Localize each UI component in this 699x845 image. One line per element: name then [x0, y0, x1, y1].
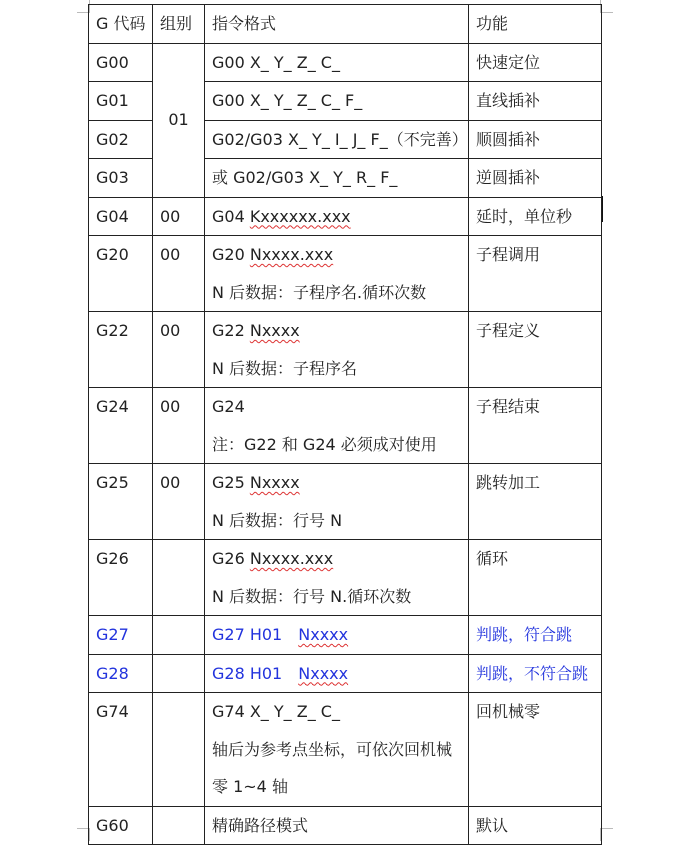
format-param: Nxxxx [249, 473, 300, 492]
group-cell: 00 [153, 464, 205, 540]
function-cell: 跳转加工 [469, 464, 602, 540]
format-cell [205, 616, 469, 655]
code-cell: G24 [89, 388, 153, 464]
table-row [89, 43, 602, 82]
format-text: G22 [212, 321, 250, 340]
function-cell: 判跳，不符合跳 [469, 654, 602, 693]
format-note: 轴后为参考点坐标，可依次回机械 [212, 739, 453, 759]
code-cell: G04 [89, 197, 153, 236]
function-cell: 逆圆插补 [469, 159, 602, 198]
format-cell [205, 312, 469, 388]
code-cell: G03 [89, 159, 153, 198]
format-text: G25 [212, 473, 250, 492]
group-cell [153, 806, 205, 845]
code-cell: G27 [89, 616, 153, 655]
group-cell [153, 540, 205, 616]
format-line [212, 312, 468, 350]
code-cell: G20 [89, 236, 153, 312]
code-cell: G25 [89, 464, 153, 540]
format-text: G20 [212, 245, 250, 264]
header-code: G 代码 [89, 5, 153, 44]
table-row [89, 312, 602, 388]
g-code-table [88, 4, 602, 845]
group-cell: 00 [153, 388, 205, 464]
format-line: G74 X_ Y_ Z_ C_ [212, 702, 340, 721]
format-text: G04 [212, 206, 250, 226]
format-note: N 后数据：子程序名 [212, 358, 358, 378]
format-line [212, 236, 468, 274]
format-cell: G02/G03 X_ Y_ I_ J_ F_（不完善） [205, 120, 469, 159]
format-cell [205, 236, 469, 312]
table-row [89, 806, 602, 845]
format-text: G26 [212, 549, 250, 568]
function-cell: 默认 [469, 806, 602, 845]
table-row [89, 693, 602, 807]
group-cell: 00 [153, 197, 205, 236]
code-cell: G74 [89, 693, 153, 807]
group-cell: 00 [153, 236, 205, 312]
format-param: Kxxxxxx.xxx [249, 206, 351, 226]
format-param: Nxxxx [298, 663, 349, 683]
group-cell [153, 616, 205, 655]
format-note: 注：G22 和 G24 必须成对使用 [212, 434, 437, 454]
code-cell: G28 [89, 654, 153, 693]
function-cell: 子程调用 [469, 236, 602, 312]
format-note: N 后数据：子程序名.循环次数 [212, 282, 427, 302]
format-cell: G00 X_ Y_ Z_ C_ [205, 43, 469, 82]
format-cell [205, 388, 469, 464]
table-row [89, 464, 602, 540]
function-cell: 判跳，符合跳 [469, 616, 602, 655]
function-cell: 延时，单位秒 [469, 197, 602, 236]
format-text: G27 H01 [212, 625, 299, 644]
table-row [89, 236, 602, 312]
format-cell: 或 G02/G03 X_ Y_ R_ F_ [205, 159, 469, 198]
table-row [89, 197, 602, 236]
format-line [212, 540, 468, 578]
format-cell [205, 654, 469, 693]
code-cell: G00 [89, 43, 153, 82]
format-note: N 后数据：行号 N.循环次数 [212, 586, 412, 606]
group-cell-01: 01 [153, 43, 205, 197]
group-cell [153, 654, 205, 693]
function-cell: 回机械零 [469, 693, 602, 807]
header-format: 指令格式 [205, 5, 469, 44]
format-cell: G00 X_ Y_ Z_ C_ F_ [205, 82, 469, 121]
format-param: Nxxxx.xxx [249, 549, 334, 568]
code-cell: G22 [89, 312, 153, 388]
table-row [89, 654, 602, 693]
header-function: 功能 [469, 5, 602, 44]
function-cell: 子程定义 [469, 312, 602, 388]
format-note: N 后数据：行号 N [212, 510, 343, 530]
table-row [89, 616, 602, 655]
group-cell: 00 [153, 312, 205, 388]
header-row [89, 5, 602, 44]
format-cell [205, 464, 469, 540]
code-cell: G01 [89, 82, 153, 121]
format-cell: 精确路径模式 [205, 806, 469, 845]
header-group: 组别 [153, 5, 205, 44]
format-line: G24 [212, 397, 245, 416]
format-note: 零 1~4 轴 [212, 777, 288, 796]
function-cell: 顺圆插补 [469, 120, 602, 159]
function-cell: 循环 [469, 540, 602, 616]
format-cell [205, 197, 469, 236]
function-cell: 直线插补 [469, 82, 602, 121]
format-param: Nxxxx.xxx [249, 245, 334, 264]
table-row [89, 388, 602, 464]
format-cell [205, 540, 469, 616]
format-cell [205, 693, 469, 807]
code-cell: G02 [89, 120, 153, 159]
table-row [89, 540, 602, 616]
function-cell: 子程结束 [469, 388, 602, 464]
format-param: Nxxxx [298, 625, 349, 644]
code-cell: G60 [89, 806, 153, 845]
format-param: Nxxxx [249, 321, 300, 340]
format-text: G28 H01 [212, 663, 299, 683]
format-line [212, 464, 468, 502]
code-cell: G26 [89, 540, 153, 616]
group-cell [153, 693, 205, 807]
function-cell: 快速定位 [469, 43, 602, 82]
